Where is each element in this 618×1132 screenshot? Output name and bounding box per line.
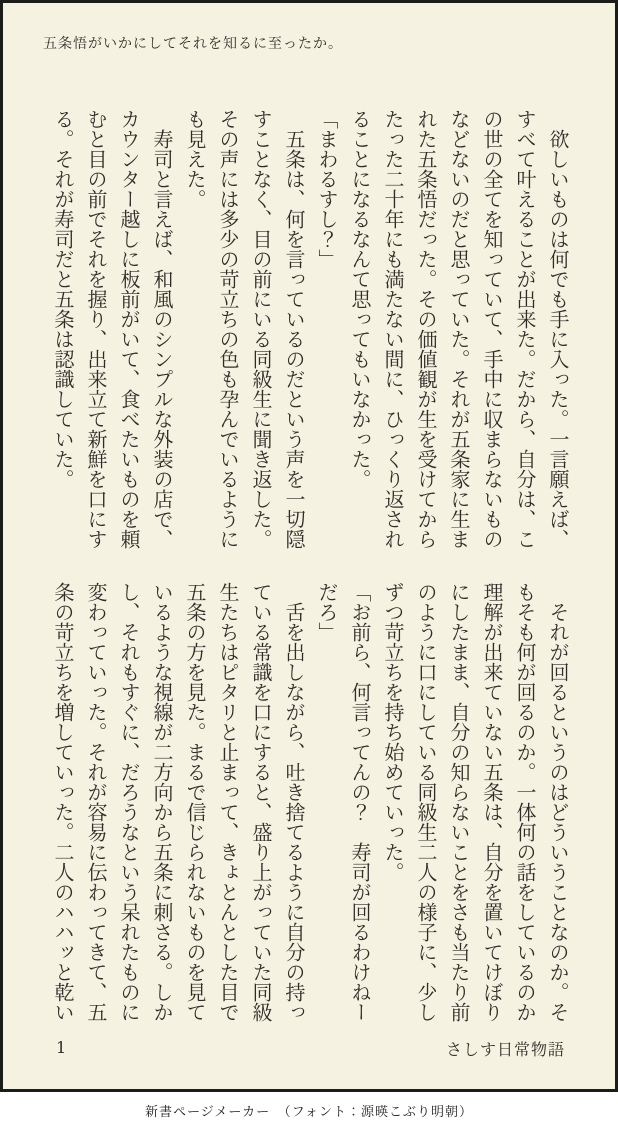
text-line: いるような視線が二方向から五条に刺さる。しか bbox=[150, 582, 174, 1022]
text-line: ることになるなんて思ってもいなかった。 bbox=[348, 109, 372, 489]
text-line: る。それが寿司だと五条は認識していた。 bbox=[51, 109, 75, 489]
page-number: 1 bbox=[56, 1038, 67, 1057]
text-line: 五条の方を見た。まるで信じられないものを見て bbox=[183, 582, 207, 1022]
page-header-note: 五条悟がいかにしてそれを知るに至ったか。 bbox=[43, 36, 343, 52]
text-line: 「お前ら、何言ってんの？ 寿司が回るわけねー bbox=[348, 582, 372, 1022]
text-line: ずつ苛立ちを持ち始めていった。 bbox=[381, 582, 405, 882]
text-line: たった二十年にも満たない間に、ひっくり返され bbox=[381, 109, 405, 549]
text-line: それが回るというのはどういうことなのか。そ bbox=[546, 582, 570, 1022]
vertical-text-block-top bbox=[46, 109, 574, 553]
text-line: 生たちはピタリと止まって、きょとんとした目で bbox=[216, 582, 240, 1022]
text-line: 条の苛立ちを増していった。二人のハハッと乾い bbox=[51, 582, 75, 1022]
vertical-text-block-bottom bbox=[46, 582, 574, 1026]
text-line: 変わっていった。それが容易に伝わってきて、五 bbox=[84, 582, 108, 1022]
text-line: も見えた。 bbox=[183, 109, 207, 209]
text-line: 五条は、何を言っているのだという声を一切隠 bbox=[282, 109, 306, 549]
text-line: などないのだと思っていた。それが五条家に生ま bbox=[447, 109, 471, 549]
book-title: さしす日常物語 bbox=[445, 1040, 565, 1059]
text-line: にしたまま、自分の知らないことをさも当たり前 bbox=[447, 582, 471, 1022]
text-line: 寿司と言えば、和風のシンプルな外装の店で、 bbox=[150, 109, 174, 549]
text-line: むと目の前でそれを握り、出来立て新鮮を口にす bbox=[84, 109, 108, 549]
text-line: 理解が出来ていない五条は、自分を置いてけぼり bbox=[480, 582, 504, 1022]
text-line: すべて叶えることが出来た。だから、自分は、こ bbox=[513, 109, 537, 549]
text-line: 舌を出しながら、吐き捨てるように自分の持っ bbox=[282, 582, 306, 1022]
text-line: れた五条悟だった。その価値観が生を受けてから bbox=[414, 109, 438, 549]
text-line: し、それもすぐに、だろうなという呆れたものに bbox=[117, 582, 141, 1022]
text-line: 「まわるすし？」 bbox=[315, 109, 339, 269]
text-line: ている常識を口にすると、盛り上がっていた同級 bbox=[249, 582, 273, 1022]
text-line: その声には多少の苛立ちの色も孕んでいるように bbox=[216, 109, 240, 549]
text-line: もそも何が回るのか。一体何の話をしているのか bbox=[513, 582, 537, 1022]
text-line: すことなく、目の前にいる同級生に聞き返した。 bbox=[249, 109, 273, 549]
text-line: だろ」 bbox=[315, 582, 339, 642]
text-line: の世の全てを知っていて、手中に収まらないもの bbox=[480, 109, 504, 549]
generator-caption: 新書ページメーカー （フォント：源暎こぶり明朝） bbox=[0, 1101, 618, 1120]
text-line: 欲しいものは何でも手に入った。一言願えば、 bbox=[546, 109, 570, 549]
text-line: カウンター越しに板前がいて、食べたいものを頼 bbox=[117, 109, 141, 549]
text-line: のように口にしている同級生二人の様子に、少し bbox=[414, 582, 438, 1022]
